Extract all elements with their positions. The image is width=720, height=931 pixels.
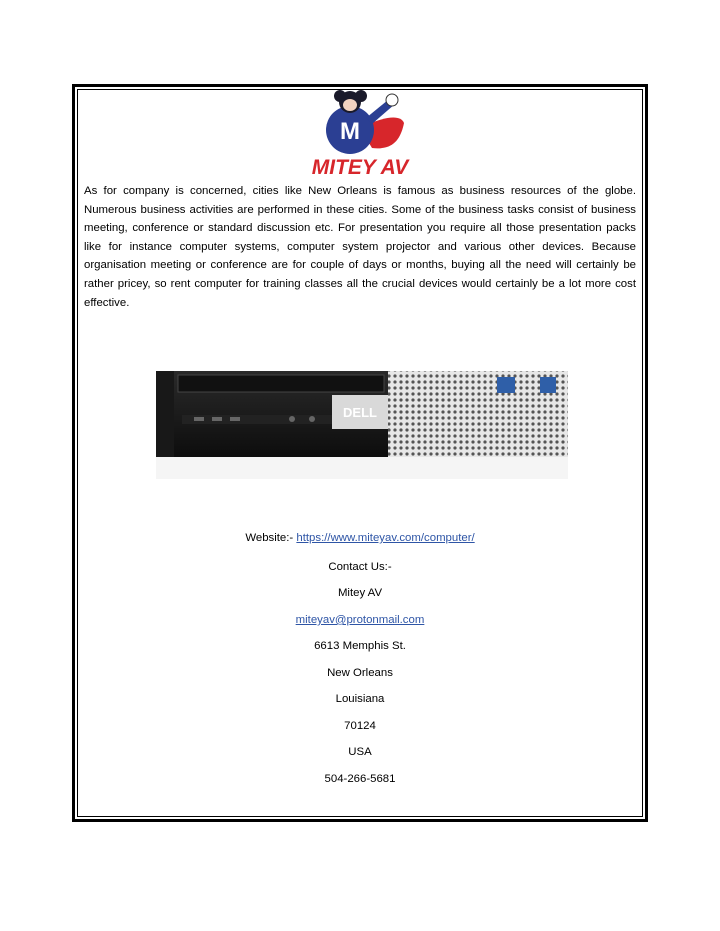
address-street: 6613 Memphis St. bbox=[314, 640, 406, 652]
email-link[interactable]: miteyav@protonmail.com bbox=[295, 614, 425, 626]
website-label: Website:- bbox=[245, 532, 294, 544]
dell-badge: DELL bbox=[343, 405, 377, 420]
contact-heading: Contact Us:- bbox=[328, 561, 392, 573]
website-link[interactable]: https://www.miteyav.com/computer/ bbox=[296, 532, 475, 544]
body-paragraph: As for company is concerned, cities like New Orleans is famous as business resources of the globe. Numerous business activities are performed in these cities. Some of the business tasks consist of business meeting, conference or standard discussion etc. For presentation you require all those presentation packs like for instance computer systems, computer system projector and various other devices. Because organisation meeting or conference are for couple of days or months, buying all the need will certainly be rather pricey, so rent computer for training classes all the crucial devices would certainly be a lot more cost effective. bbox=[84, 185, 636, 309]
address-city: New Orleans bbox=[327, 667, 393, 679]
phone-number: 504-266-5681 bbox=[324, 773, 396, 785]
address-zip: 70124 bbox=[344, 720, 376, 732]
svg-text:M: M bbox=[340, 118, 360, 145]
website-line bbox=[77, 532, 643, 544]
address-state: Louisiana bbox=[335, 693, 385, 705]
logo-text: MITEY AV bbox=[311, 156, 409, 179]
email-line bbox=[77, 614, 643, 626]
mitey-av-logo bbox=[300, 88, 420, 180]
company-name: Mitey AV bbox=[337, 587, 383, 599]
address-country: USA bbox=[348, 746, 372, 758]
computer-image bbox=[152, 355, 572, 485]
